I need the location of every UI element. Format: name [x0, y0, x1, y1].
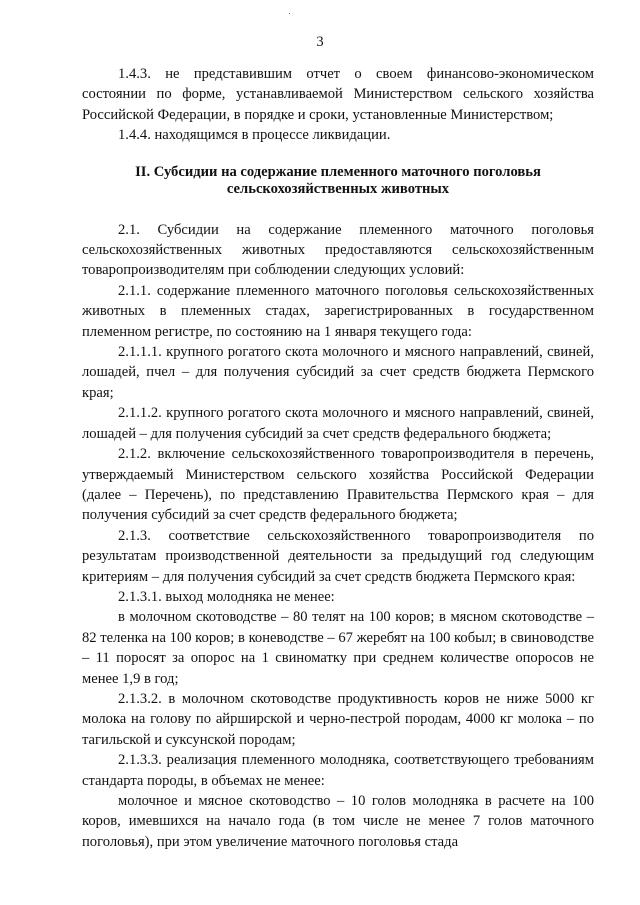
section-heading-line-1: II. Субсидии на содержание племенного маточного поголовья [135, 163, 541, 180]
paragraph-2-1-3-2: 2.1.3.2. в молочном скотоводстве продуктивность коров не ниже 5000 кг молока на голову по айрширской и черно-пестрой породам, 4000 кг молока – по тагильской и суксунской породам; [82, 690, 594, 748]
scan-speck [289, 13, 290, 14]
paragraph-2-1-1-1: 2.1.1.1. крупного рогатого скота молочного и мясного направлений, свиней, лошадей, пчел – для получения субсидий за счет средств бюджета Пермского края; [82, 344, 594, 401]
section-heading-line-2: сельскохозяйственных животных [226, 180, 450, 197]
paragraph-youngstock-output: в молочном скотоводстве – 80 телят на 100 коров; в мясном скотоводстве – 82 теленка на 100 коров; в коневодстве – 67 жеребят на 100 кобыл; в свиноводстве – 11 поросят за опорос на 1 свиноматку при среднем количестве опоросов не менее 1,9 в год; [82, 609, 594, 687]
paragraph-2-1: 2.1. Субсидии на содержание племенного маточного поголовья сельскохозяйственных животных предоставляются сельскохозяйственным товаропроизводителям при соблюдении следующих условий: [82, 221, 594, 279]
page-number: 3 [316, 34, 324, 50]
paragraph-2-1-3-1: 2.1.3.1. выход молодняка не менее: [118, 588, 335, 605]
document-body [82, 64, 594, 852]
paragraph-1-4-3: 1.4.3. не представившим отчет о своем финансово-экономическом состоянии по форме, устанавливаемой Министерством сельского хозяйства Российской Федерации, в порядке и сроки, установленные Министерством; [82, 66, 594, 123]
paragraph-2-1-3: 2.1.3. соответствие сельскохозяйственного товаропроизводителя по результатам производственной деятельности за предыдущий год следующим критериям – для получения субсидий за счет средств бюджета Пермского края: [82, 527, 594, 585]
paragraph-2-1-2: 2.1.2. включение сельскохозяйственного товаропроизводителя в перечень, утверждаемый Министерством сельского хозяйства Российской Федерации (далее – Перечень), по представлению Правительства Пермского края – для получения субсидий за счет средств федерального бюджета; [82, 446, 594, 524]
paragraph-1-4-4: 1.4.4. находящимся в процессе ликвидации. [118, 127, 391, 144]
section-heading [82, 164, 594, 198]
paragraph-2-1-3-3: 2.1.3.3. реализация племенного молодняка, соответствующего требованиям стандарта породы, в объемах не менее: [82, 752, 594, 789]
paragraph-2-1-1-2: 2.1.1.2. крупного рогатого скота молочного и мясного направлений, свиней, лошадей – для получения субсидий за счет средств федерального бюджета; [82, 405, 594, 442]
paragraph-2-1-1: 2.1.1. содержание племенного маточного поголовья сельскохозяйственных животных в племенных стадах, зарегистрированных в государственном племенном регистре, по состоянию на 1 января текущего года: [82, 282, 594, 340]
paragraph-dairy-beef-sales: молочное и мясное скотоводство – 10 голов молодняка в расчете на 100 коров, имевшихся на начало года (в том числе не менее 7 голов маточного поголовья), при этом увеличение маточного поголовья стада [82, 793, 594, 850]
